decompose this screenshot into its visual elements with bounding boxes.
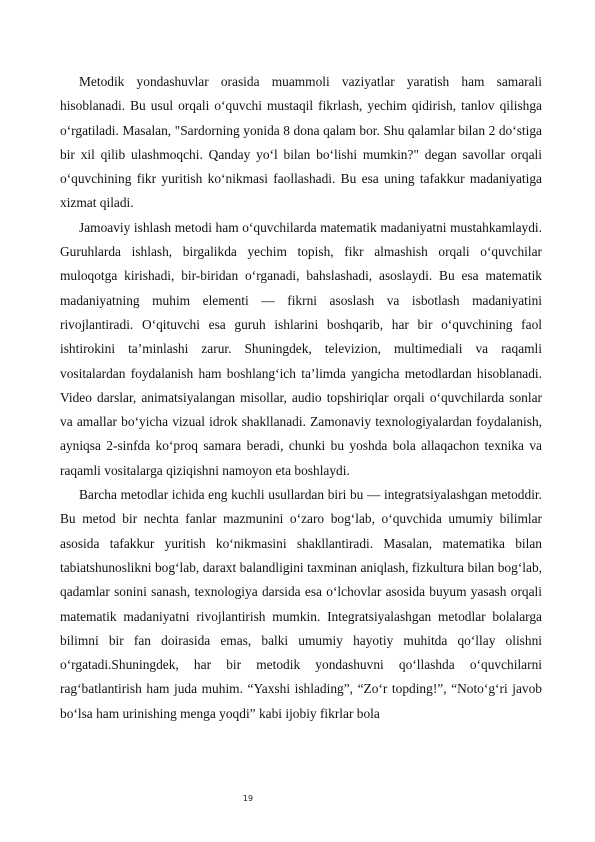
paragraph-integrated-method: Barcha metodlar ichida eng kuchli usullardan biri bu — integratsiyalashgan metoddir. Bu metod bir nechta fanlar mazmunini o‘zaro bog‘lab, o‘quvchida umumiy bilimlar asosida tafakkur yuritish ko‘nikmasini shakllantiradi. Masalan, matematika bilan tabiatshunoslikni bog‘lab, daraxt balandligini taxminan aniqlash, fizkultura bilan bog‘lab, qadamlar sonini sanash, texnologiya darsida esa o‘lchovlar asosida buyum yasash orqali matematik madaniyatni rivojlantirish mumkin. Integratsiyalashgan metodlar bolalarga bilimni bir fan doirasida emas, balki umumiy hayotiy muhitda qo‘llay olishni o‘rgatadi.Shuningdek, har bir metodik yondashuvni qo‘llashda o‘quvchilarni rag‘batlantirish ham juda muhim. “Yaxshi ishlading”, “Zo‘r topding!”, “Noto‘g‘ri javob bo‘lsa ham urinishing menga yoqdi” kabi ijobiy fikrlar bola xyxy=(60,487,542,721)
paragraph-group-work: Jamoaviy ishlash metodi ham o‘quvchilarda matematik madaniyatni mustahkamlaydi. Guruhlarda ishlash, birgalikda yechim topish, fikr almashish orqali o‘quvchilar muloqotga kirishadi, bir-biridan o‘rganadi, bahslashadi, asoslaydi. Bu esa matematik madaniyatning muhim elementi — fikrni asoslash va isbotlash madaniyatini rivojlantiradi. O‘qituvchi esa guruh ishlarini boshqarib, har bir o‘quvchining faol ishtirokini ta’minlashi zarur. Shuningdek, televizion, multimediali va raqamli vositalardan foydalanish ham boshlang‘ich ta’limda yangicha metodlardan hisoblanadi. Video darslar, animatsiyalangan misollar, audio topshiriqlar orqali o‘quvchilarda sonlar va amallar bo‘yicha vizual idrok shakllanadi. Zamonaviy texnologiyalardan foydalanish, ayniqsa 2-sinfda ko‘proq samara beradi, chunki bu yoshda bola allaqachon texnika va raqamli vositalarga qiziqishni namoyon eta boshlaydi. xyxy=(60,219,542,478)
document-page xyxy=(60,70,542,726)
page-number: 19 xyxy=(242,794,254,803)
paragraph-problem-situations: Metodik yondashuvlar orasida muammoli vaziyatlar yaratish ham samarali hisoblanadi. Bu usul orqali o‘quvchi mustaqil fikrlash, yechim qidirish, tanlov qilishga o‘rgatiladi. Masalan, "Sardorning yonida 8 dona qalam bor. Shu qalamlar bilan 2 do‘stiga bir xil qilib ulashmoqchi. Qanday yo‘l bilan bo‘lishi mumkin?" degan savollar orqali o‘quvchining fikr yuritish ko‘nikmasi faollashadi. Bu esa uning tafakkur madaniyatiga xizmat qiladi. xyxy=(60,74,542,211)
